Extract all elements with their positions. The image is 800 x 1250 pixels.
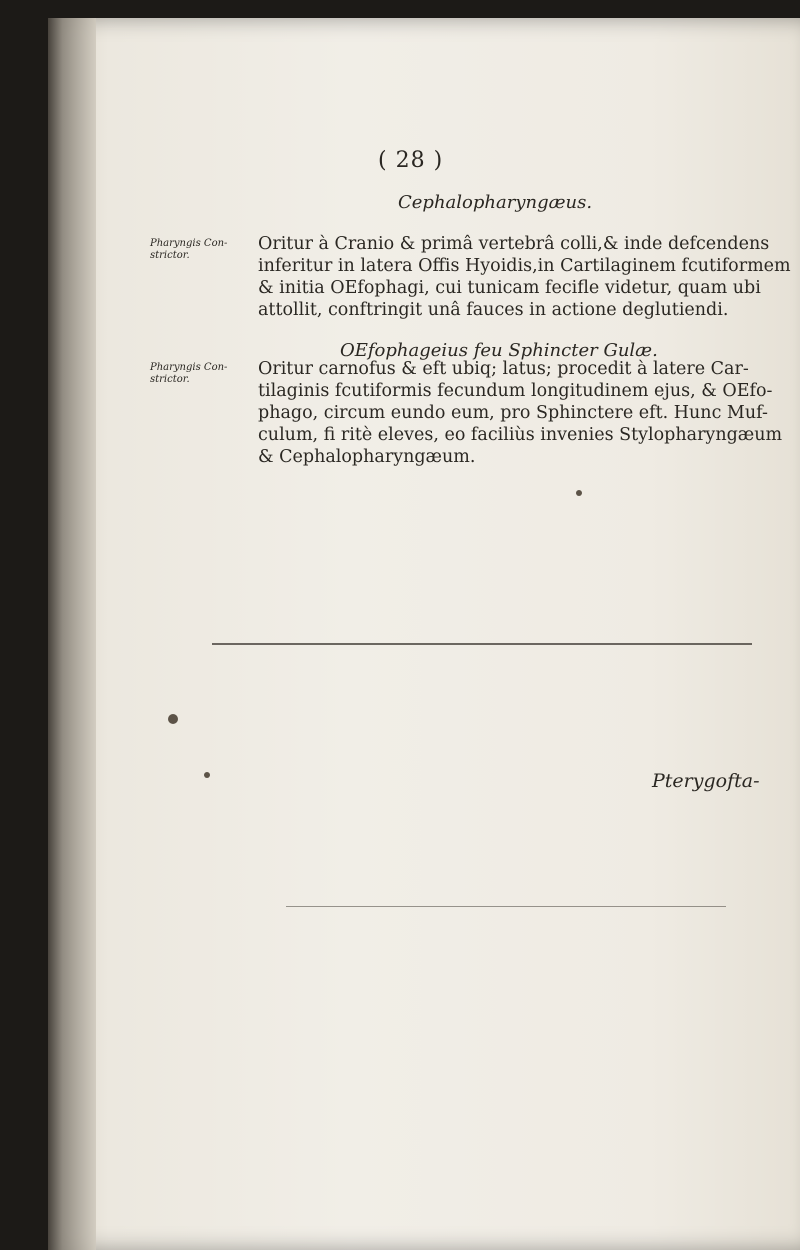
ink-stain bbox=[204, 772, 210, 778]
paragraph-2-line: phago, circum eundo eum, pro Sphinctere eft. Hunc Muf- bbox=[258, 403, 768, 423]
margin-note-1: Pharyngis Con-strictor. bbox=[150, 238, 228, 261]
binding-gutter bbox=[48, 18, 96, 1250]
paragraph-2-line: Oritur carnofus & eft ubiq; latus; procedit à latere Car- bbox=[258, 359, 749, 379]
section-heading-1: Cephalopharyngæus. bbox=[398, 192, 593, 213]
paragraph-1-line: & initia OEfophagi, cui tunicam fecifle videtur, quam ubi bbox=[258, 278, 761, 298]
paragraph-2-line: culum, fi ritè eleves, eo faciliùs invenies Stylopharyngæum bbox=[258, 425, 783, 445]
catchword: Pterygofta- bbox=[652, 770, 760, 792]
show-through-rule bbox=[212, 643, 752, 645]
paragraph-2 bbox=[258, 358, 782, 468]
paragraph-1-line: inferitur in latera Offis Hyoidis,in Cartilaginem fcutiformem bbox=[258, 256, 791, 276]
ink-stain bbox=[576, 490, 582, 496]
paragraph-1 bbox=[258, 233, 791, 321]
ink-stain bbox=[168, 714, 178, 724]
paragraph-1-line: attollit, conftringit unâ fauces in actione deglutiendi. bbox=[258, 300, 729, 320]
margin-note-2: Pharyngis Con-strictor. bbox=[150, 362, 228, 385]
section-heading-2: OEfophageius feu Sphincter Gulæ. bbox=[340, 340, 658, 361]
page-number: ( 28 ) bbox=[378, 148, 444, 173]
paragraph-1-line: Oritur à Cranio & primâ vertebrâ colli,& inde defcendens bbox=[258, 234, 770, 254]
paragraph-2-line: tilaginis fcutiformis fecundum longitudinem ejus, & OEfo- bbox=[258, 381, 773, 401]
paragraph-2-line: & Cephalopharyngæum. bbox=[258, 447, 476, 467]
show-through-rule bbox=[286, 906, 726, 907]
